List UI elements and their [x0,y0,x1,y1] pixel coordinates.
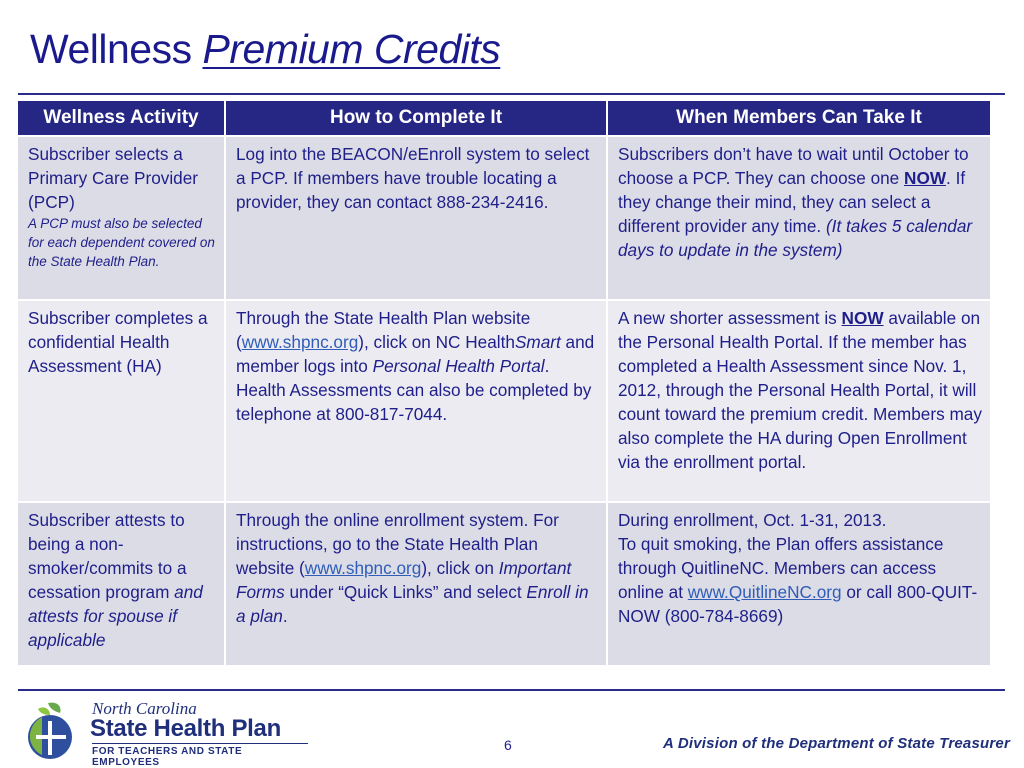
how-ital: Important Forms [236,558,572,602]
how-text: ), click on NC Health [358,332,515,352]
how-ital: Personal Health Portal [372,356,545,376]
cell-activity [18,501,226,665]
logo-line-3: FOR TEACHERS AND STATE EMPLOYEES [92,743,308,768]
header-activity: Wellness Activity [18,101,226,135]
wellness-table [18,101,990,665]
logo-emblem-icon [18,699,84,763]
top-divider [18,93,1005,95]
table-row [18,501,990,665]
how-text: Through the State Health Plan website ( [236,308,531,352]
activity-text: Subscriber completes a confidential Health Assessment (HA) [28,308,208,376]
division-tagline: A Division of the Department of State Treasurer [663,735,1010,752]
cell-how [226,501,608,665]
when-text: Subscribers don’t have to wait until October to choose a PCP. They can choose one [618,144,969,188]
activity-ital: and attests for spouse if applicable [28,582,203,650]
when-text: During enrollment, Oct. 1-31, 2013. [618,510,887,530]
table-row [18,299,990,501]
cell-activity [18,135,226,299]
header-when: When Members Can Take It [608,101,990,135]
how-text: and member logs into [236,332,595,376]
how-ital: Enroll in a plan [236,582,589,626]
logo-line-2: State Health Plan [90,715,281,742]
activity-text: Subscriber attests to being a non-smoker/commits to a cessation program [28,510,187,602]
bottom-divider [18,689,1005,691]
cell-how [226,135,608,299]
cell-when [608,501,990,665]
how-text: Log into the BEACON/eEnroll system to select a PCP. If members have trouble locating a provider, they can contact 888-234-2416. [236,144,590,212]
how-text: . Health Assessments can also be completed by telephone at 800-817-7044. [236,356,592,424]
activity-note: A PCP must also be selected for each dependent covered on the State Health Plan. [28,216,215,269]
when-text: . If they change their mind, they can select a different provider any time. [618,168,966,236]
shpnc-link[interactable]: www.shpnc.org [241,332,359,352]
cell-when [608,135,990,299]
page-number: 6 [504,737,512,753]
header-how: How to Complete It [226,101,608,135]
when-text: To quit smoking, the Plan offers assistance through QuitlineNC. Members can access online at [618,534,944,602]
how-text: under “Quick Links” and select [284,582,527,602]
cell-when [608,299,990,501]
when-text: or call 800-QUIT-NOW (800-784-8669) [618,582,978,626]
title-plain: Wellness [30,26,203,72]
shpnc-link[interactable]: www.shpnc.org [304,558,422,578]
cell-activity [18,299,226,501]
table-row [18,135,990,299]
how-ital: Smart [514,332,561,352]
when-text: available on the Personal Health Portal. If the member has completed a Health Assessment since Nov. 1, 2012, through the Personal Health Portal, it will count toward the premium credit. Members may also complete the HA during Open Enrollment via the enrollment portal. [618,308,982,472]
page-title [30,26,500,73]
title-emphasis: Premium Credits [202,26,501,72]
quitline-link[interactable]: www.QuitlineNC.org [687,582,842,602]
how-text: Through the online enrollment system. For instructions, go to the State Health Plan website ( [236,510,559,578]
now-emphasis: NOW [904,168,947,188]
logo-line-1: North Carolina [92,699,197,718]
table-header-row [18,101,990,135]
activity-text: Subscriber selects a Primary Care Provider (PCP) [28,144,199,212]
state-health-plan-logo [18,697,308,768]
how-text: ), click on [421,558,499,578]
now-emphasis: NOW [841,308,884,328]
how-text: . [282,606,288,626]
when-note: (It takes 5 calendar days to update in the system) [618,216,973,260]
cell-how [226,299,608,501]
when-text: A new shorter assessment is [618,308,842,328]
